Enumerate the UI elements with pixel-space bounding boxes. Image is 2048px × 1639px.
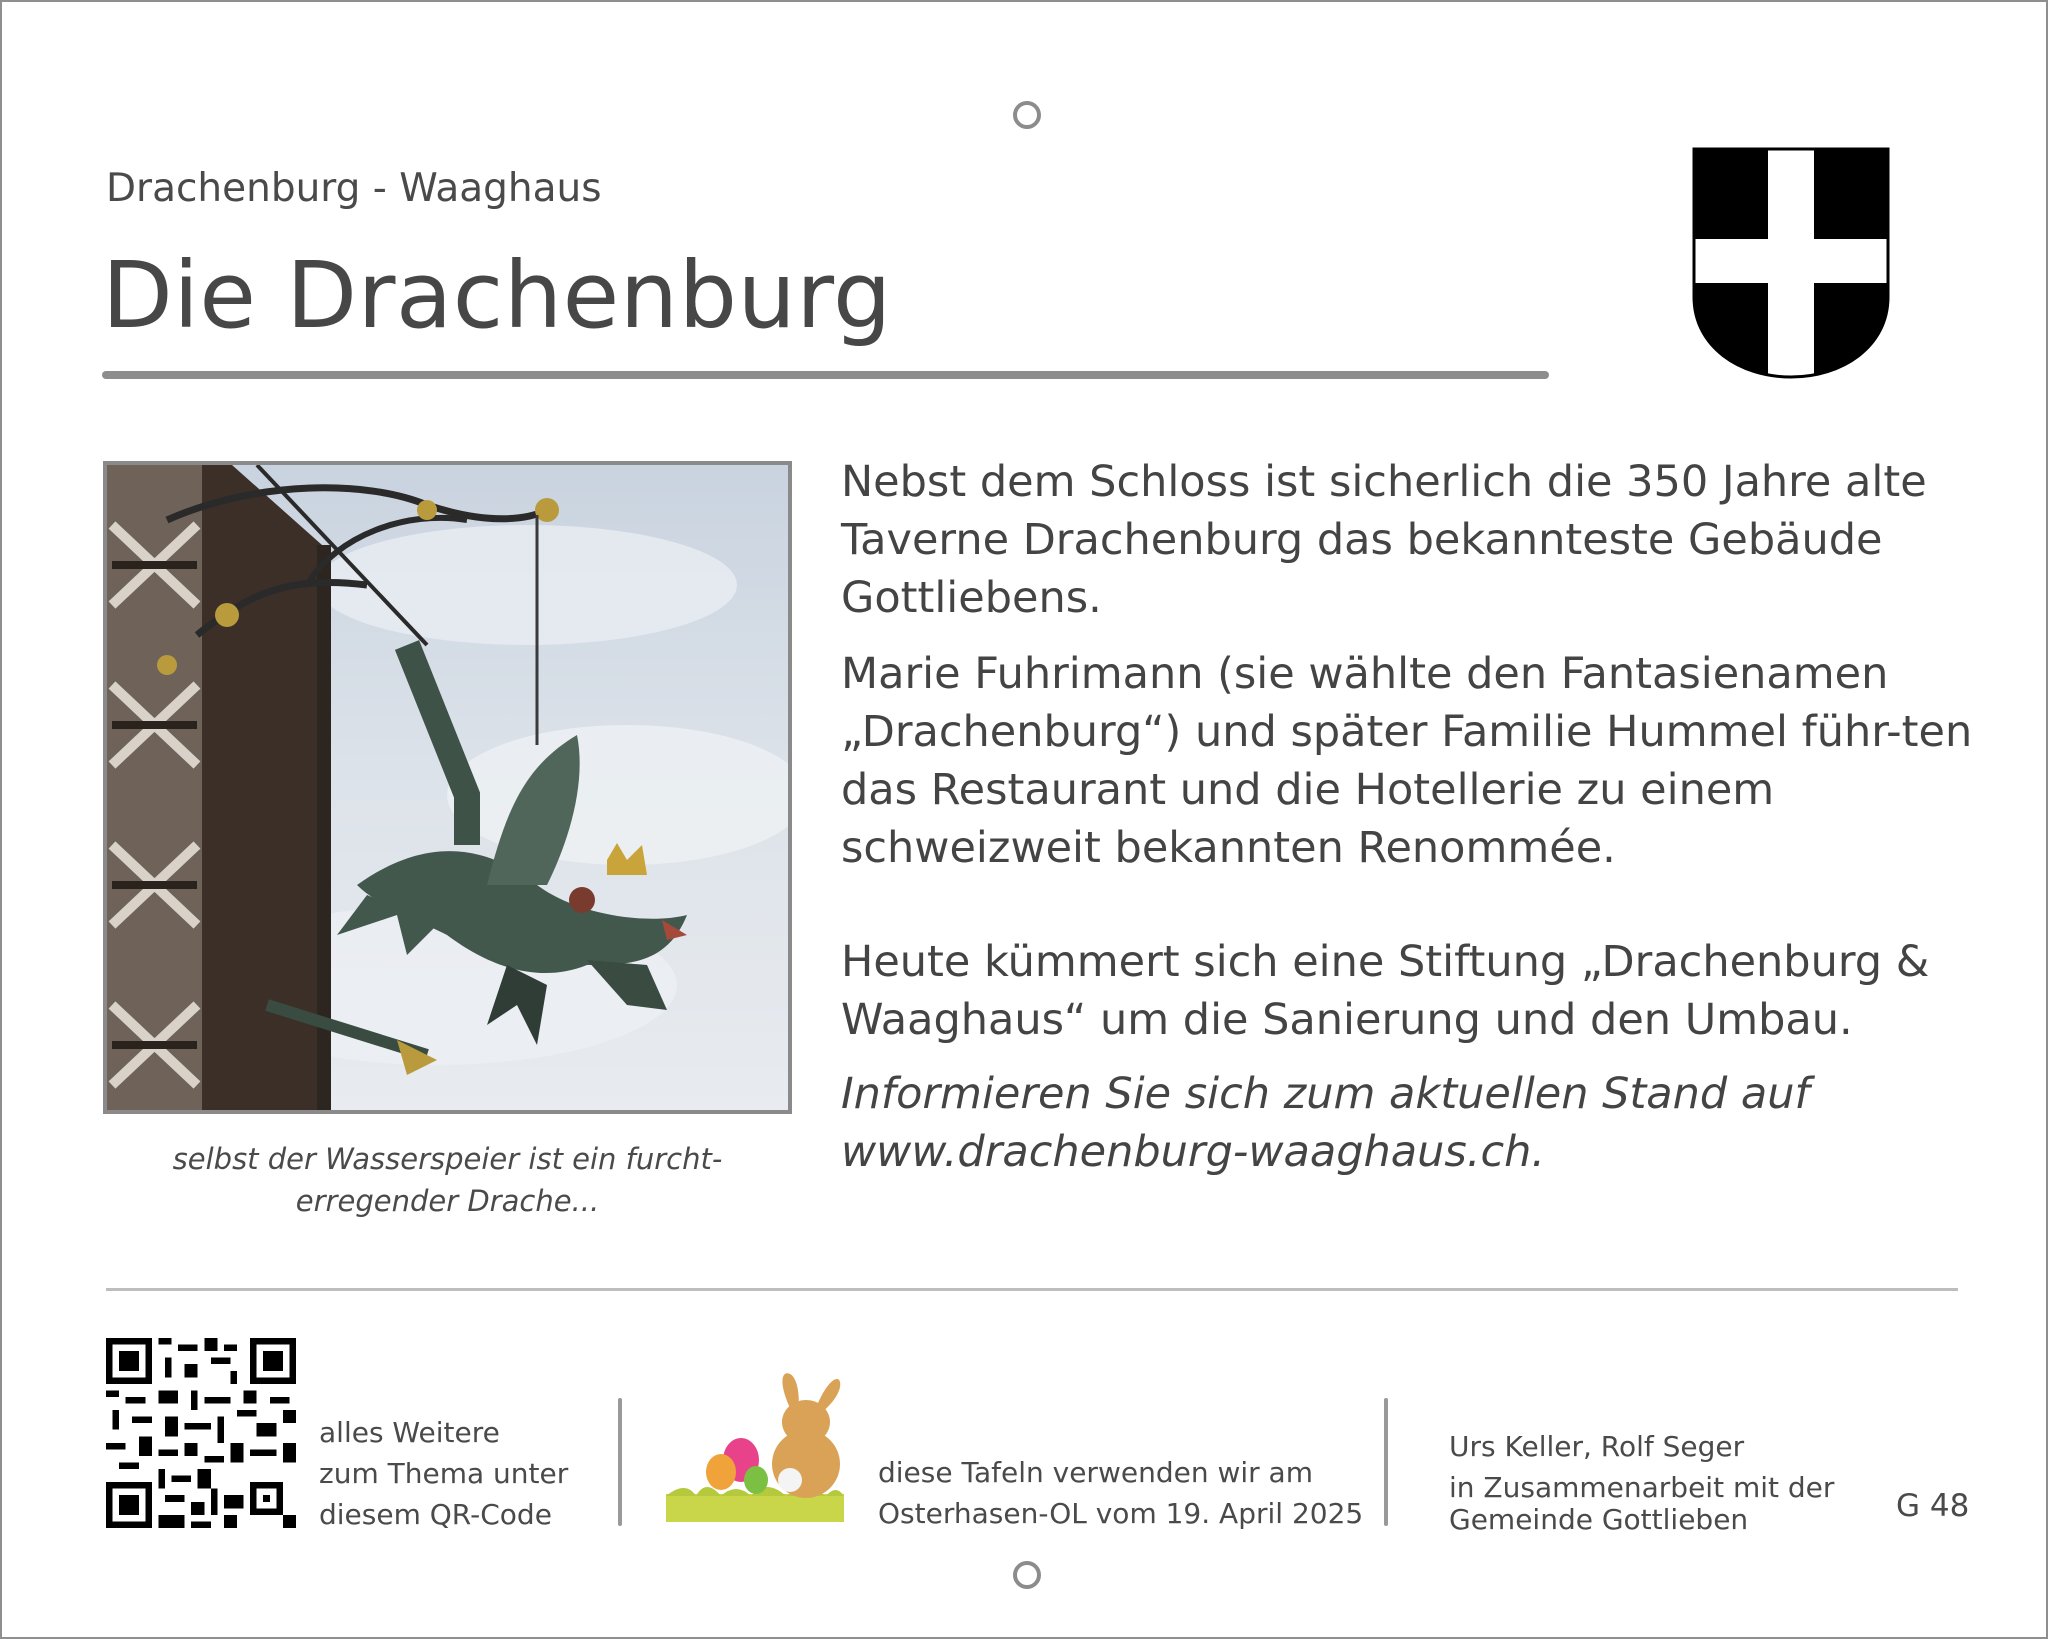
- photo-caption: [103, 1138, 792, 1222]
- easter-bunny-icon: [666, 1372, 844, 1524]
- body-paragraph-3: Heute kümmert sich eine Stiftung „Drachenburg & Waaghaus“ um die Sanierung und den Umbau.: [841, 937, 1930, 1045]
- credits-line-3: Gemeinde Gottlieben: [1449, 1503, 1749, 1536]
- website-note: Informieren Sie sich zum aktuellen Stand auf www.drachenburg-waaghaus.ch.: [841, 1069, 1810, 1177]
- qr-description: [319, 1412, 568, 1535]
- photo-caption-text: selbst der Wasserspeier ist ein furcht-erregender Drache...: [172, 1142, 723, 1218]
- body-paragraph-1: Nebst dem Schloss ist sicherlich die 350 Jahre alte Taverne Drachenburg das bekannteste Gebäude Gottliebens.: [841, 457, 1927, 623]
- mounting-hole-top: [1013, 101, 1041, 129]
- qr-code-icon[interactable]: [106, 1338, 296, 1528]
- credits-authors: Urs Keller, Rolf Seger: [1449, 1430, 1745, 1463]
- credits: [1449, 1426, 1834, 1535]
- credits-line-2: in Zusammenarbeit mit der: [1449, 1471, 1835, 1504]
- qr-line-3: diesem QR-Code: [319, 1498, 552, 1531]
- board-subtitle: Drachenburg - Waaghaus: [106, 166, 602, 211]
- event-description: [878, 1452, 1363, 1534]
- body-paragraph-2: Marie Fuhrimann (sie wählte den Fantasienamen „Drachenburg“) und später Familie Hummel führ-ten das Restaurant und die Hotellerie zu einem schweizweit bekannten Renommée.: [841, 649, 1973, 873]
- event-line-1: diese Tafeln verwenden wir am: [878, 1456, 1313, 1489]
- coat-of-arms-icon: [1692, 147, 1890, 379]
- qr-line-2: zum Thema unter: [319, 1457, 569, 1490]
- footer-separator-2: [1384, 1398, 1388, 1526]
- event-line-2: Osterhasen-OL vom 19. April 2025: [878, 1497, 1364, 1530]
- title-underline: [102, 371, 1549, 379]
- mounting-hole-bottom: [1013, 1561, 1041, 1589]
- footer-divider: [106, 1288, 1958, 1291]
- board-code: G 48: [1896, 1488, 1970, 1524]
- dragon-sign-photo: [103, 461, 792, 1114]
- qr-line-1: alles Weitere: [319, 1416, 500, 1449]
- board-title: Die Drachenburg: [102, 242, 892, 349]
- footer-separator-1: [618, 1398, 622, 1526]
